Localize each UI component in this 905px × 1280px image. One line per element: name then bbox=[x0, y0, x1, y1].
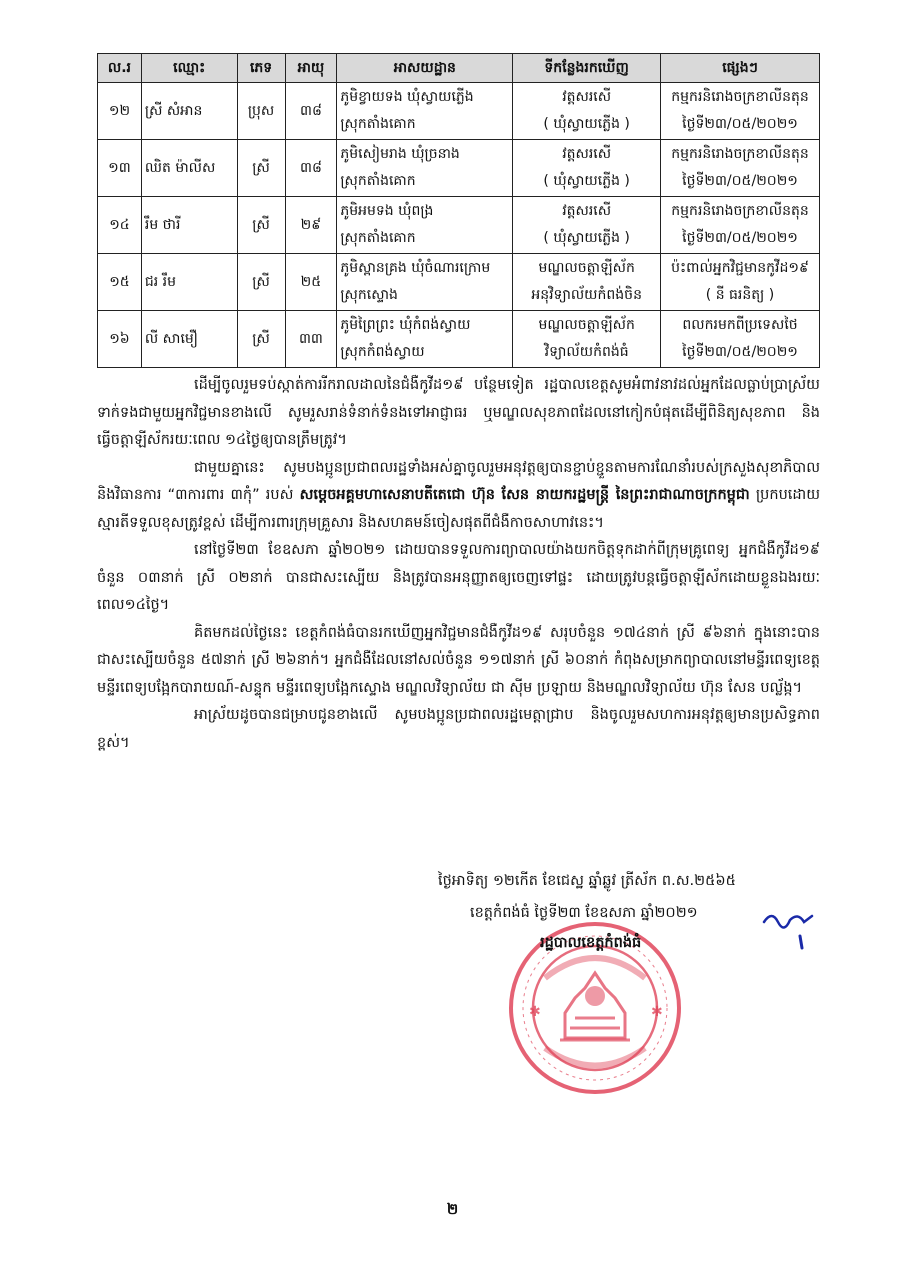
body-text bbox=[97, 372, 820, 757]
table-row bbox=[98, 311, 820, 368]
paragraph-appeal: ដើម្បីចូលរួមទប់ស្កាត់ការរីករាលដាលនៃជំងឺកូវីដ១៩ បន្ថែមទៀត រដ្ឋបាលខេត្តសូមអំពាវនាវដល់អ្នកដែលធ្លាប់ប្រាស្រ័យទាក់ទងជាមួយអ្នកវិជ្ជមានខាងលើ សូមរួសរាន់ទំនាក់ទំនងទៅអាជ្ញាធរ ឬមណ្ឌលសុខភាពដែលនៅកៀកបំផុតដើម្បីពិនិត្យសុខភាព និងធ្វើចត្តាឡីស័ករយៈពេល ១៤ថ្ងៃឲ្យបានត្រឹមត្រូវ។ bbox=[97, 377, 820, 448]
cell-no: ១៣ bbox=[98, 140, 142, 197]
page-number: ២ bbox=[446, 1200, 459, 1218]
cell-age: ៣៨ bbox=[285, 140, 337, 197]
cell-name: ស្រី សំអាន bbox=[141, 83, 237, 140]
cell-notes bbox=[661, 140, 820, 197]
cell-address bbox=[337, 197, 513, 254]
cell-no: ១២ bbox=[98, 83, 142, 140]
notes-line1: កម្មករនិរោងចក្រខាលីនតុន bbox=[671, 89, 809, 105]
cell-sex: ស្រី bbox=[237, 311, 285, 368]
notes-line2: ថ្ងៃទី២៣/០៥/២០២១ bbox=[682, 344, 798, 360]
notes-line1: ប៉ះពាល់អ្នកវិជ្ជមានកូវីដ១៩ bbox=[671, 260, 809, 276]
address-line1: ភូមិខ្វាយទង ឃុំស្វាយភ្លើង bbox=[340, 89, 474, 105]
notes-line1: ពលករមកពីប្រទេសថៃ bbox=[682, 317, 798, 333]
cell-no: ១៦ bbox=[98, 311, 142, 368]
address-line2: ស្រុកតាំងគោក bbox=[340, 230, 416, 246]
cell-found bbox=[513, 140, 661, 197]
header-notes: ផ្សេងៗ bbox=[661, 54, 820, 83]
found-line2: ( ឃុំស្វាយភ្លើង ) bbox=[543, 116, 630, 132]
cell-name: ជរ រឹម bbox=[141, 254, 237, 311]
prime-minister-title: សម្តេចអគ្គមហាសេនាបតីតេជោ ហ៊ុន សែន នាយករដ្ឋមន្ត្រី នៃព្រះរាជាណាចក្រកម្ពុជា bbox=[299, 487, 750, 503]
solar-date: ខេត្តកំពង់ធំ ថ្ងៃទី២៣ ខែឧសភា ឆ្នាំ២០២១ bbox=[470, 905, 698, 921]
cell-found bbox=[513, 311, 661, 368]
table-row bbox=[98, 140, 820, 197]
notes-line1: កម្មករនិរោងចក្រខាលីនតុន bbox=[671, 146, 809, 162]
found-line1: វត្តសរសើ bbox=[562, 203, 612, 219]
cell-sex: ប្រុស bbox=[237, 83, 285, 140]
notes-line2: ( នី ធរនិត្យ ) bbox=[705, 287, 775, 303]
paragraph-totals: គិតមកដល់ថ្ងៃនេះ ខេត្តកំពង់ធំបានរកឃើញអ្នកវិជ្ជមានជំងឺកូវីដ១៩ សរុបចំនួន ១៧៤នាក់ ស្រី ៩៦នាក់ ក្នុងនោះបានជាសះស្បើយចំនួន ៥៧នាក់ ស្រី ២៦នាក់។ អ្នកជំងឺដែលនៅសល់ចំនួន ១១៧នាក់ ស្រី ៦០នាក់ កំពុងសម្រាកព្យាបាលនៅមន្ទីរពេទ្យខេត្ត មន្ទីរពេទ្យបង្អែកបារាយណ៍-សន្ទុក មន្ទីរពេទ្យបង្អែកស្ទោង មណ្ឌលវិទ្យាល័យ ជា ស៊ីម ប្រឡាយ និងមណ្ឌលវិទ្យាល័យ ហ៊ុន សែន បល្ល័ង្ក។ bbox=[97, 624, 820, 696]
address-line1: ភូមិសៀមរាង ឃុំច្រនាង bbox=[340, 146, 460, 162]
cell-found bbox=[513, 254, 661, 311]
table-row bbox=[98, 254, 820, 311]
found-line1: វត្តសរសើ bbox=[562, 89, 612, 105]
cell-notes bbox=[661, 197, 820, 254]
cell-sex: ស្រី bbox=[237, 197, 285, 254]
cell-notes bbox=[661, 254, 820, 311]
guidance-text: ជាមួយគ្នានេះ សូមបងប្អូនប្រជាពលរដ្ឋទាំងអស់គ្នាចូលរួមអនុវត្តឲ្យបានខ្ជាប់ខ្ជួនតាមការណែនាំរបស់ក្រសួងសុខាភិបាល និងវិធានការ “៣ការពារ ៣កុំ” របស់ bbox=[97, 459, 820, 503]
cell-address bbox=[337, 254, 513, 311]
found-line1: មណ្ឌលចត្តាឡីស័ក bbox=[538, 260, 635, 276]
address-line2: ស្រុកតាំងគោក bbox=[340, 173, 416, 189]
cell-age: ៣៨ bbox=[285, 83, 337, 140]
header-sex: ភេទ bbox=[237, 54, 285, 83]
address-line2: ស្រុកស្ទោង bbox=[340, 287, 398, 303]
paragraph-guidance bbox=[97, 455, 820, 538]
cell-name: លី សាមឿ bbox=[141, 311, 237, 368]
header-age: អាយុ bbox=[285, 54, 337, 83]
cell-age: ៣៣ bbox=[285, 311, 337, 368]
table-header-row bbox=[98, 54, 820, 83]
address-line2: ស្រុកតាំងគោក bbox=[340, 116, 416, 132]
found-line1: មណ្ឌលចត្តាឡីស័ក bbox=[538, 317, 635, 333]
issuing-office: រដ្ឋបាលខេត្តកំពង់ធំ bbox=[540, 935, 642, 951]
svg-text:✱: ✱ bbox=[651, 1004, 663, 1020]
cell-notes bbox=[661, 311, 820, 368]
cell-name: ឈិត ម៉ាលីស bbox=[141, 140, 237, 197]
cell-no: ១៥ bbox=[98, 254, 142, 311]
cell-name: រឹម ថារី bbox=[141, 197, 237, 254]
cell-sex: ស្រី bbox=[237, 254, 285, 311]
found-line2: អនុវិទ្យាល័យកំពង់ចិន bbox=[531, 287, 642, 303]
found-line1: វត្តសរសើ bbox=[562, 146, 612, 162]
cell-found bbox=[513, 197, 661, 254]
cell-address bbox=[337, 83, 513, 140]
table-row bbox=[98, 197, 820, 254]
paragraph-closing: អាស្រ័យដូចបានជម្រាបជូនខាងលើ សូមបងប្អូនប្រជាពលរដ្ឋមេត្តាជ្រាប និងចូលរួមសហការអនុវត្តឲ្យមានប្រសិទ្ធភាពខ្ពស់។ bbox=[97, 707, 820, 751]
cell-address bbox=[337, 140, 513, 197]
address-line1: ភូមិអមទង ឃុំពង្រ bbox=[340, 203, 434, 219]
notes-line2: ថ្ងៃទី២៣/០៥/២០២១ bbox=[682, 116, 798, 132]
cell-notes bbox=[661, 83, 820, 140]
cell-found bbox=[513, 83, 661, 140]
notes-line2: ថ្ងៃទី២៣/០៥/២០២១ bbox=[682, 230, 798, 246]
cell-sex: ស្រី bbox=[237, 140, 285, 197]
paragraph-recoveries: នៅថ្ងៃទី២៣ ខែឧសភា ឆ្នាំ២០២១ ដោយបានទទួលការព្យាបាលយ៉ាងយកចិត្តទុកដាក់ពីក្រុមគ្រូពេទ្យ អ្នកជំងឺកូវីដ១៩ ចំនួន ០៣នាក់ ស្រី ០២នាក់ បានជាសះស្បើយ និងត្រូវបានអនុញ្ញាតឲ្យចេញទៅផ្ទះ ដោយត្រូវបន្តធ្វើចត្តាឡីស័កដោយខ្លួនឯងរយៈពេល១៤ថ្ងៃ។ bbox=[97, 542, 820, 613]
address-line1: ភូមិស្ពានគ្រង ឃុំចំណារក្រោម bbox=[340, 260, 491, 276]
notes-line2: ថ្ងៃទី២៣/០៥/២០២១ bbox=[682, 173, 798, 189]
cell-no: ១៤ bbox=[98, 197, 142, 254]
address-line2: ស្រុកកំពង់ស្វាយ bbox=[340, 344, 425, 360]
cell-address bbox=[337, 311, 513, 368]
found-line2: ( ឃុំស្វាយភ្លើង ) bbox=[543, 230, 630, 246]
found-line2: ( ឃុំស្វាយភ្លើង ) bbox=[543, 173, 630, 189]
signature-scribble bbox=[760, 902, 820, 952]
guidance-text-end: ប្រកបដោយស្មារតីទទួលខុសត្រូវខ្ពស់ ដើម្បីការពារក្រុមគ្រួសារ និងសហគមន៍ចៀសផុតពីជំងឺកាចសាហាវនេះ។ bbox=[97, 487, 820, 531]
cases-table bbox=[97, 53, 820, 368]
cell-age: ២៥ bbox=[285, 254, 337, 311]
header-found-location: ទីកន្លែងរកឃើញ bbox=[513, 54, 661, 83]
svg-text:✱: ✱ bbox=[529, 1004, 541, 1020]
header-name: ឈ្មោះ bbox=[141, 54, 237, 83]
header-address: អាសយដ្ឋាន bbox=[337, 54, 513, 83]
notes-line1: កម្មករនិរោងចក្រខាលីនតុន bbox=[671, 203, 809, 219]
address-line1: ភូមិព្រៃព្រះ ឃុំកំពង់ស្វាយ bbox=[340, 317, 471, 333]
found-line2: វិទ្យាល័យកំពង់ធំ bbox=[544, 344, 629, 360]
table-row bbox=[98, 83, 820, 140]
header-no: ល.រ bbox=[98, 54, 142, 83]
cell-age: ២៩ bbox=[285, 197, 337, 254]
lunar-date: ថ្ងៃអាទិត្យ ១២កើត ខែជេស្ឋ ឆ្នាំឆ្លូវ ត្រីស័ក ព.ស.២៥៦៥ bbox=[438, 873, 736, 889]
